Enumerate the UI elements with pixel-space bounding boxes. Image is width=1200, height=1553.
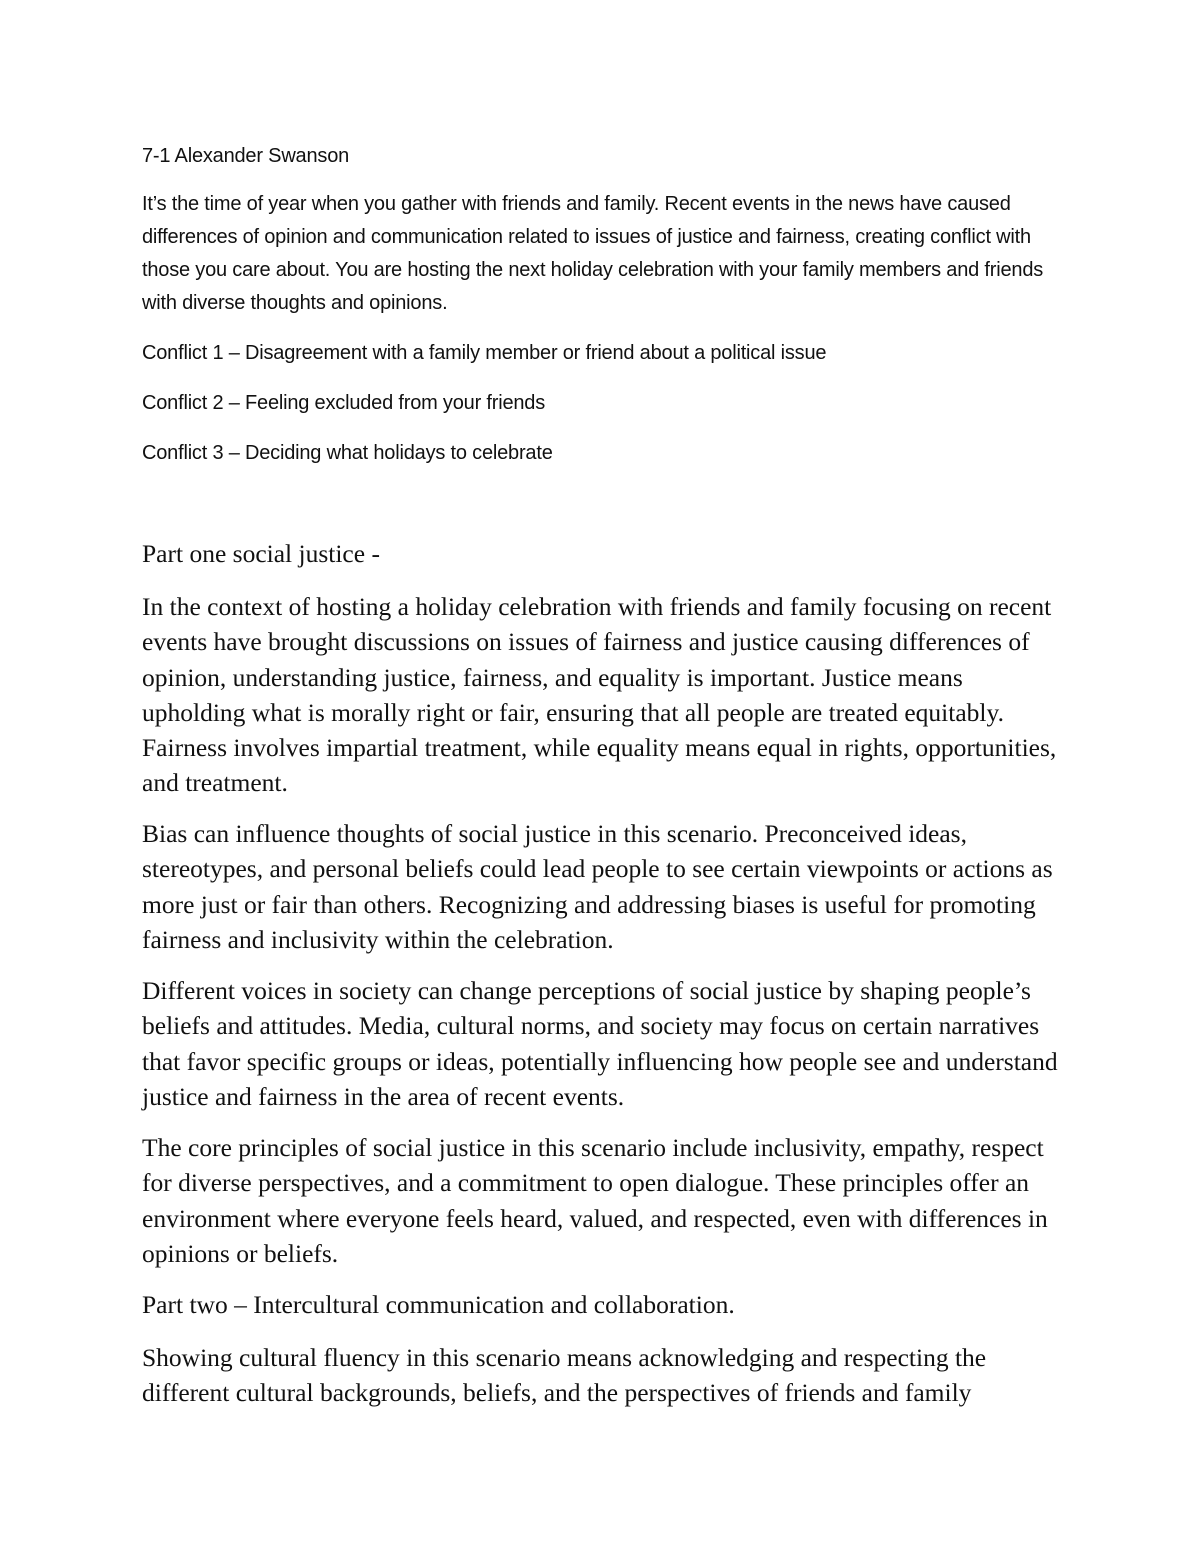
- conflict-item: Conflict 3 – Deciding what holidays to celebrate: [142, 442, 553, 464]
- part-one-heading: Part one social justice -: [142, 539, 380, 568]
- body-paragraph: Different voices in society can change perceptions of social justice by shaping people’s beliefs and attitudes. Media, cultural norms, and society may focus on certain narratives that favor specific groups or ideas, potentially influencing how people see and understand justice and fairness in the area of recent events.: [142, 976, 1058, 1111]
- body-paragraph: The core principles of social justice in this scenario include inclusivity, empathy, respect for diverse perspectives, and a commitment to open dialogue. These principles offer an environment where everyone feels heard, valued, and respected, even with differences in opinions or beliefs.: [142, 1133, 1048, 1268]
- conflict-item: Conflict 1 – Disagreement with a family member or friend about a political issue: [142, 342, 827, 364]
- part-two-heading: Part two – Intercultural communication and collaboration.: [142, 1290, 735, 1319]
- body-paragraph: Bias can influence thoughts of social justice in this scenario. Preconceived ideas, stereotypes, and personal beliefs could lead people to see certain viewpoints or actions as more just or fair than others. Recognizing and addressing biases is useful for promoting fairness and inclusivity within the celebration.: [142, 819, 1053, 954]
- body-paragraph: In the context of hosting a holiday celebration with friends and family focusing on recent events have brought discussions on issues of fairness and justice causing differences of opinion, understanding justice, fairness, and equality is important. Justice means upholding what is morally right or fair, ensuring that all people are treated equitably. Fairness involves impartial treatment, while equality means equal in rights, opportunities, and treatment.: [142, 592, 1057, 798]
- body-paragraph: Showing cultural fluency in this scenario means acknowledging and respecting the different cultural backgrounds, beliefs, and the perspectives of friends and family: [142, 1343, 987, 1408]
- conflict-item: Conflict 2 – Feeling excluded from your friends: [142, 392, 546, 414]
- scenario-intro-paragraph: It’s the time of year when you gather with friends and family. Recent events in the news have caused differences of opinion and communication related to issues of justice and fairness, creating conflict with those you care about. You are hosting the next holiday celebration with your family members and friends with diverse thoughts and opinions.: [142, 193, 1044, 314]
- document-title: 7-1 Alexander Swanson: [142, 145, 350, 167]
